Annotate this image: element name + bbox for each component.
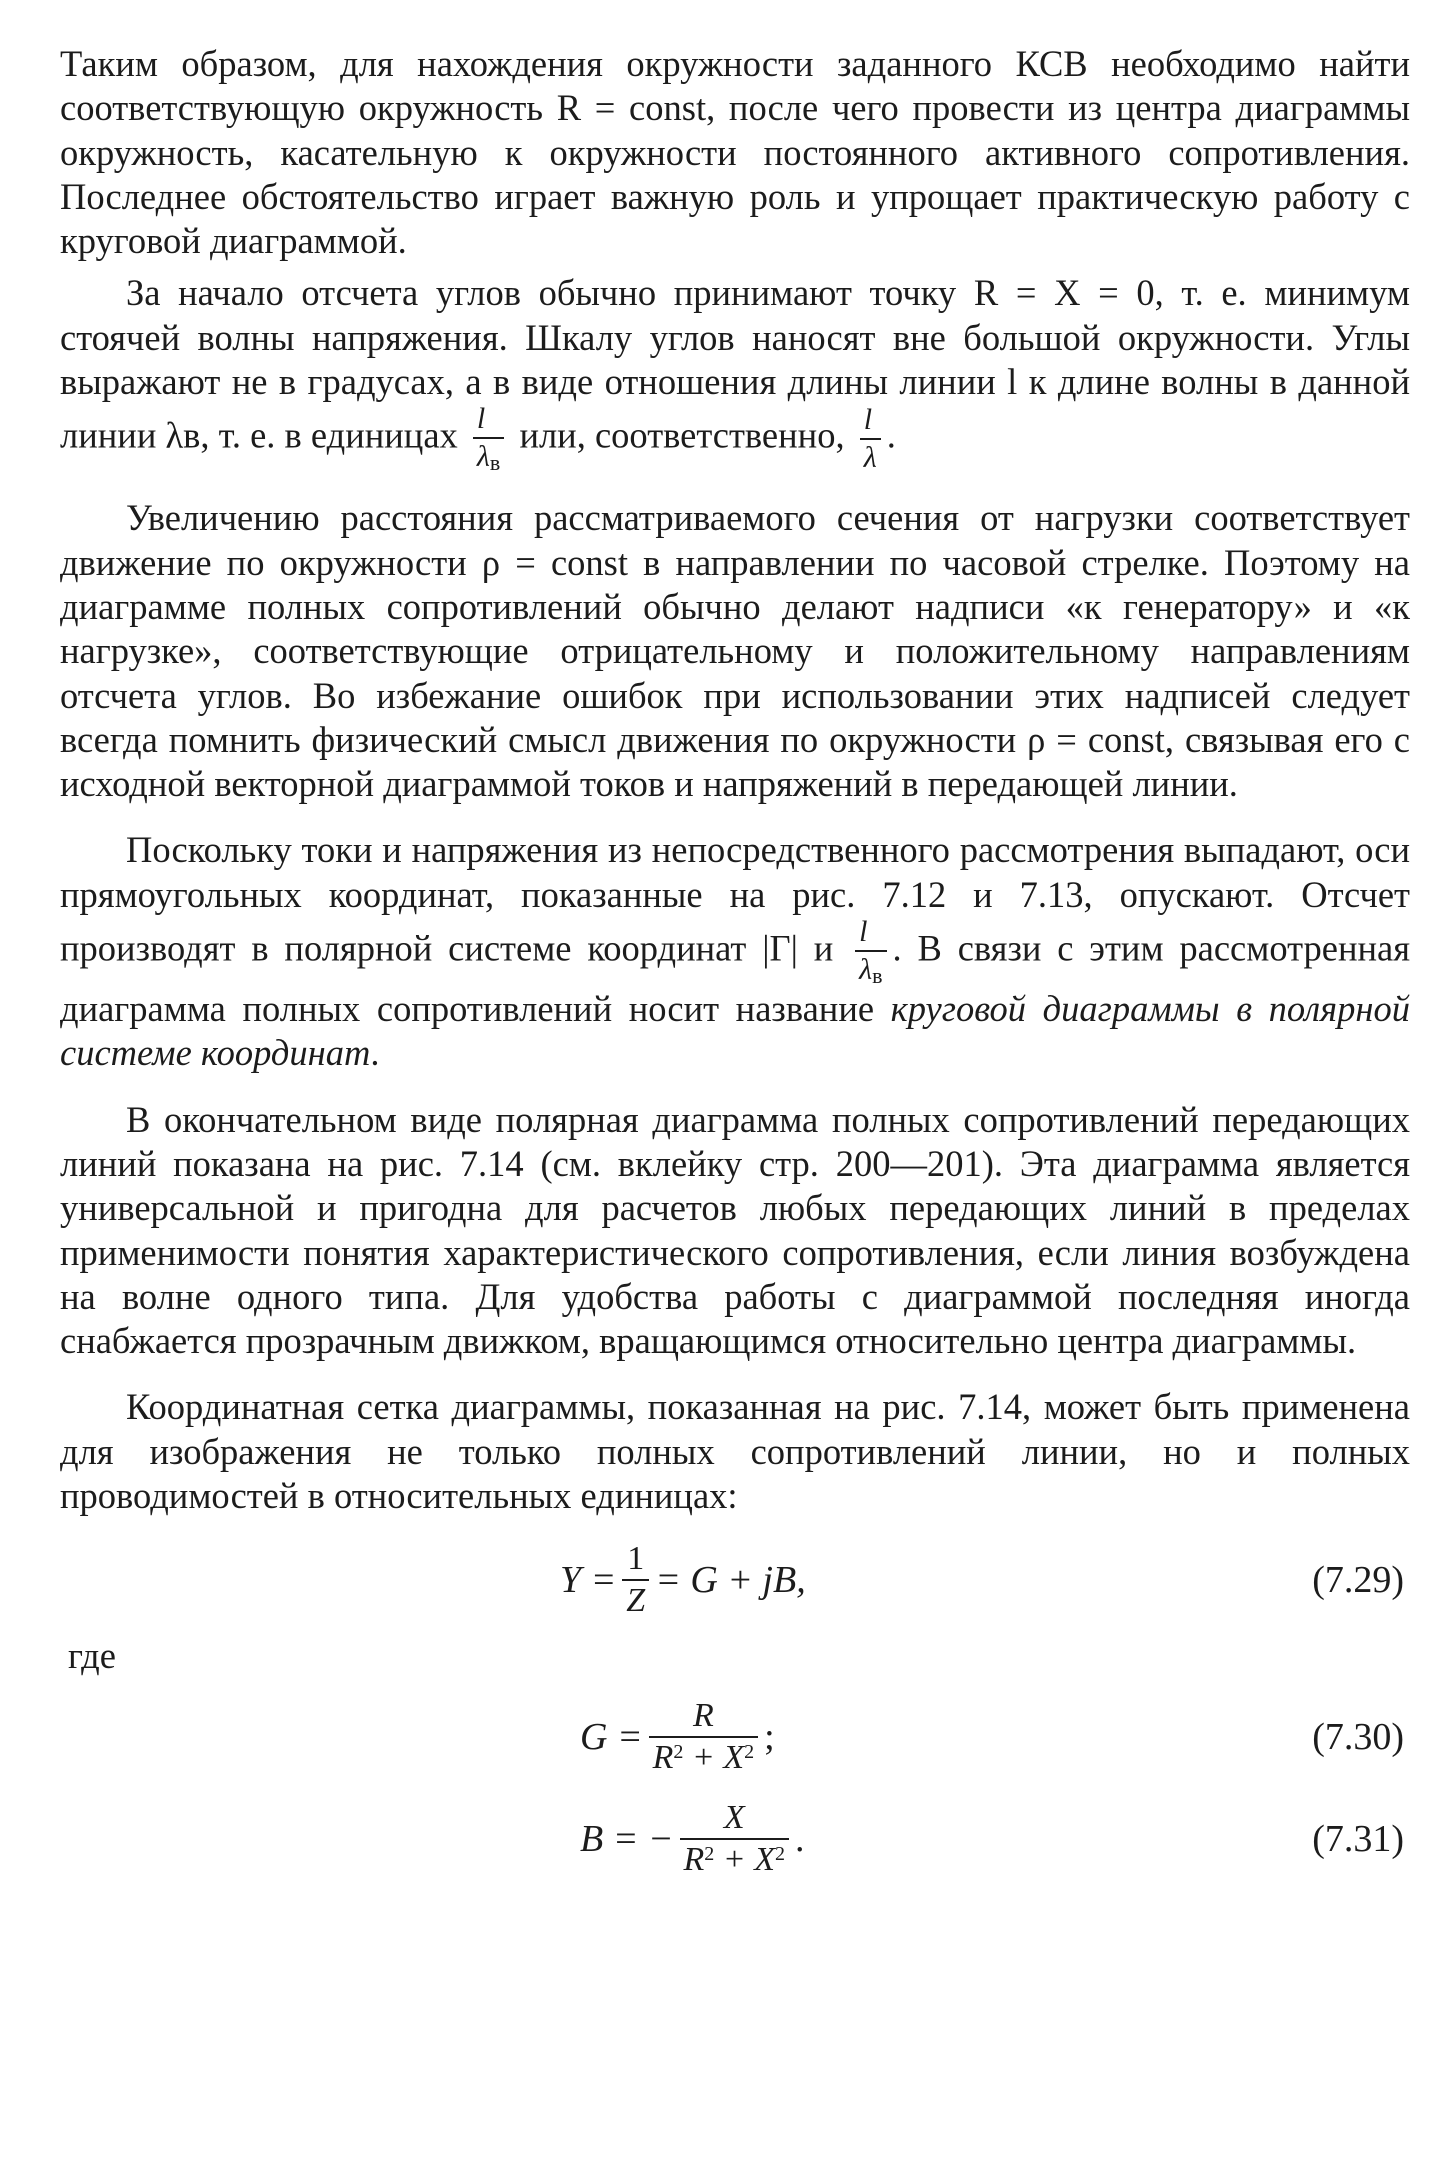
- fraction-subscript: в: [872, 963, 883, 989]
- den-r: R: [683, 1840, 705, 1878]
- paragraph-4-text-b: . В связи с этим рассмотренная диаграмма полных сопротивлений носит название: [60, 927, 1411, 1030]
- paragraph-2: За начало отсчета углов обычно принимают точку R = X = 0, т. е. минимум стоячей волны напряжения. Шкалу углов наносят вне большой окружности. Углы выражают не в градусах, а в виде отношения длины линии l к длине волны в данной линии λв, т. е. в единицах $\frac{l}{\lambda в}$ или, соответственно, $\frac{l}{\lambda}$ .: [60, 272, 1410, 476]
- paragraph-1: Таким образом, для нахождения окружности заданного КСВ необходимо найти соответствующую окружность R = const, после чего провести из центра диаграммы окружность, касательную к окружности постоянного активного сопротивления. Последнее обстоятельство играет важную роль и упрощает практическую работу с круговой диаграммой.: [60, 43, 1410, 262]
- equation-numerator: X: [723, 1798, 745, 1836]
- equation-number: (7.31): [1312, 1817, 1404, 1860]
- equation-numerator: R: [692, 1696, 714, 1734]
- fraction-numerator: l: [859, 915, 868, 949]
- equation-lhs: B = −: [580, 1817, 674, 1860]
- paragraph-4: Поскольку токи и напряжения из непосредственного рассмотрения выпадают, оси прямоугольных координат, показанные на рис. 7.12 и 7.13, опускают. Отсчет производят в полярной системе координат |Г| и $\frac{l}{\lambda в}$ . В связи с этим рассмотренная диаграмма полных сопротивлений носит название круговой диаграммы в полярной системе координат.: [60, 829, 1411, 1074]
- fraction-numerator: l: [863, 403, 873, 437]
- where-label: где: [68, 1635, 116, 1677]
- fraction-denominator: [473, 437, 504, 474]
- equation-lhs: Y =: [560, 1559, 617, 1602]
- fraction-denominator: [855, 950, 886, 987]
- equation-fraction: [680, 1798, 790, 1878]
- den-sq-1: 2: [704, 1842, 715, 1865]
- den-sq-2: 2: [775, 1842, 785, 1865]
- equation-denominator: Z: [622, 1579, 649, 1618]
- equation-rhs: .: [795, 1817, 805, 1860]
- equation-number: (7.29): [1312, 1559, 1404, 1602]
- equation-numerator: 1: [627, 1540, 645, 1578]
- den-x: + X: [683, 1738, 745, 1776]
- equation-7-31: [60, 1791, 1410, 1887]
- paragraph-6: Координатная сетка диаграммы, показанная на рис. 7.14, может быть применена для изображения не только полных сопротивлений линии, но и полных проводимостей в относительных единицах:: [60, 1386, 1410, 1517]
- equation-fraction: [622, 1542, 649, 1618]
- equation-number: (7.30): [1312, 1715, 1404, 1758]
- equation-7-29: [60, 1532, 1410, 1628]
- fraction-subscript: в: [489, 450, 501, 476]
- equation-fraction: [649, 1696, 759, 1776]
- paragraph-5: В окончательном виде полярная диаграмма полных сопротивлений передающих линий показана на рис. 7.14 (см. вклейку стр. 200—201). Эта диаграмма является универсальной и пригодна для расчетов любых передающих линий в пределах применимости понятия характеристического сопротивления, если линия возбуждена на волне одного типа. Для удобства работы с диаграммой последняя иногда снабжается прозрачным движком, вращающимся относительно центра диаграммы.: [60, 1098, 1410, 1362]
- den-sq-2: 2: [744, 1740, 755, 1763]
- den-sq-1: 2: [673, 1740, 684, 1763]
- fraction-l-over-lambda-b: [473, 404, 504, 474]
- equation-denominator: [649, 1736, 759, 1775]
- fraction-numerator: l: [476, 402, 486, 436]
- paragraph-2-text: За начало отсчета углов обычно принимают точку R = X = 0, т. е. минимум стоячей волны напряжения. Шкалу углов наносят вне большой окружности. Углы выражают не в градусах, а в виде отношения длины линии l к длине волны в данной линии λв, т. е. в единицах: [60, 272, 1410, 456]
- document-page: [60, 42, 1410, 1887]
- equation-7-30: [60, 1689, 1410, 1785]
- equation-rhs: ;: [764, 1715, 775, 1758]
- equation-lhs: G =: [580, 1715, 643, 1758]
- den-r: R: [652, 1738, 674, 1776]
- fraction-lambda: λ: [859, 953, 873, 987]
- fraction-l-over-lambda-b-2: [855, 917, 886, 987]
- paragraph-4-text: Поскольку токи и напряжения из непосредственного рассмотрения выпадают, оси прямоугольных координат, показанные на рис. 7.12 и 7.13, опускают. Отсчет производят в полярной системе координат |Г| и: [60, 829, 1410, 969]
- equation-denominator: [680, 1838, 790, 1877]
- term-polar-circle-diagram: круговой диаграммы в полярной системе координат: [60, 988, 1411, 1074]
- paragraph-2-text-b: или, соответственно,: [519, 414, 845, 456]
- den-x: + X: [714, 1840, 775, 1878]
- paragraph-3: Увеличению расстояния рассматриваемого сечения от нагрузки соответствует движение по окружности ρ = const в направлении по часовой стрелке. Поэтому на диаграмме полных сопротивлений обычно делают надписи «к генератору» и «к нагрузке», соответствующие отрицательному и положительному направлениям отсчета углов. Во избежание ошибок при использовании этих надписей следует всегда помнить физический смысл движения по окружности ρ = const, связывая его с исходной векторной диаграммой токов и напряжений в передающей линии.: [60, 497, 1410, 805]
- fraction-l-over-lambda: [860, 405, 881, 473]
- fraction-denominator: λ: [860, 438, 881, 473]
- equation-rhs: = G + jB,: [655, 1559, 806, 1602]
- fraction-lambda: λ: [476, 440, 490, 474]
